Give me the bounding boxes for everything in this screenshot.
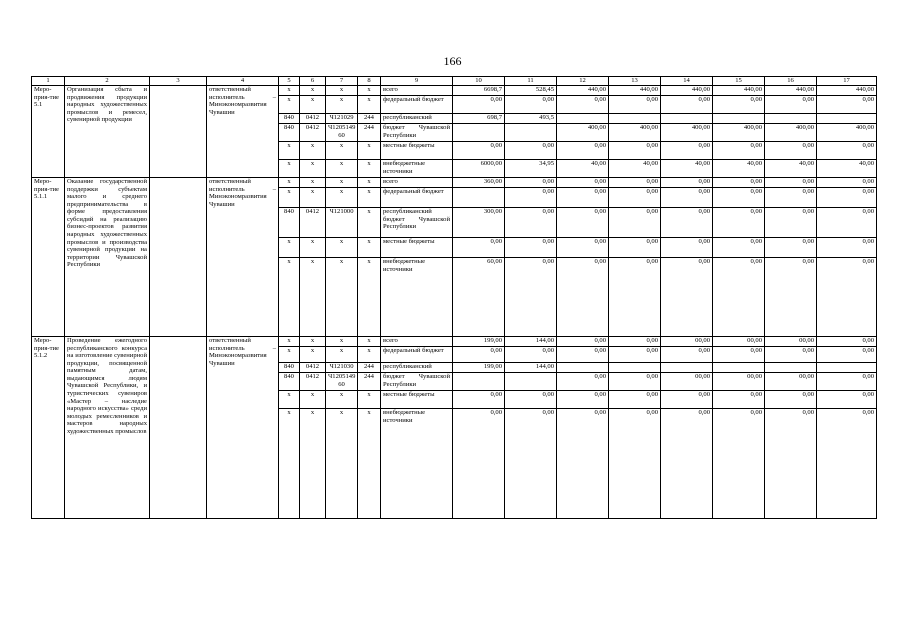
amount-cell: 0,00 [557, 409, 609, 519]
grbs-code: 840 [279, 114, 300, 124]
expense-code: x [358, 208, 381, 238]
amount-cell: 00,00 [661, 373, 713, 391]
section-code: 0412 [300, 208, 326, 238]
funding-source: внебюджетные источники [381, 409, 453, 519]
amount-cell: 440,00 [609, 86, 661, 96]
amount-cell: 0,00 [505, 409, 557, 519]
expense-code: x [358, 96, 381, 114]
grbs-code: x [279, 96, 300, 114]
table-row [32, 178, 877, 188]
funding-source: федеральный бюджет [381, 188, 453, 208]
amount-cell: 0,00 [453, 96, 505, 114]
amount-cell [765, 114, 817, 124]
amount-cell: 0,00 [505, 142, 557, 160]
funding-source: внебюджетные источники [381, 160, 453, 178]
grbs-code: x [279, 188, 300, 208]
funding-source: всего [381, 86, 453, 96]
target-code: Ч1205149 60 [326, 124, 358, 142]
target-code: x [326, 238, 358, 258]
amount-cell: 0,00 [661, 178, 713, 188]
grbs-code: x [279, 337, 300, 347]
amount-cell: 0,00 [661, 208, 713, 238]
amount-cell: 0,00 [661, 258, 713, 337]
executor: ответственный исполнитель – Минэкономразвития Чувашии [207, 337, 279, 519]
header-cell: 15 [713, 77, 765, 86]
amount-cell: 0,00 [817, 258, 877, 337]
amount-cell: 0,00 [557, 208, 609, 238]
header-cell: 3 [150, 77, 207, 86]
expense-code: x [358, 178, 381, 188]
amount-cell: 0,00 [505, 208, 557, 238]
amount-cell: 40,00 [713, 160, 765, 178]
amount-cell: 40,00 [661, 160, 713, 178]
amount-cell: 0,00 [817, 238, 877, 258]
amount-cell: 440,00 [661, 86, 713, 96]
amount-cell: 144,00 [505, 337, 557, 347]
amount-cell [713, 363, 765, 373]
header-cell: 1 [32, 77, 65, 86]
expense-code: x [358, 188, 381, 208]
grbs-code: x [279, 258, 300, 337]
amount-cell: 6000,00 [453, 160, 505, 178]
target-code: x [326, 258, 358, 337]
amount-cell: 40,00 [765, 160, 817, 178]
amount-cell: 0,00 [765, 142, 817, 160]
amount-cell: 60,00 [453, 258, 505, 337]
event-code: Меро-прия-тие 5.1 [32, 86, 65, 178]
amount-cell: 0,00 [557, 188, 609, 208]
executor: ответственный исполнитель – Минэкономразвития Чувашии [207, 86, 279, 178]
header-cell: 14 [661, 77, 713, 86]
grbs-code: 840 [279, 208, 300, 238]
header-cell: 17 [817, 77, 877, 86]
amount-cell: 440,00 [713, 86, 765, 96]
amount-cell: 40,00 [609, 160, 661, 178]
funding-source: республиканский бюджет Чувашской Республики [381, 208, 453, 238]
section-code: x [300, 347, 326, 363]
amount-cell [505, 124, 557, 142]
amount-cell: 360,00 [453, 178, 505, 188]
expense-code: x [358, 391, 381, 409]
expense-code: x [358, 142, 381, 160]
funding-source: республиканский [381, 363, 453, 373]
amount-cell: 199,00 [453, 363, 505, 373]
table-row [32, 86, 877, 96]
amount-cell: 0,00 [817, 142, 877, 160]
event-name: Оказание государственной поддержки субъектам малого и среднего предпринимательства в форме предоставления субсидий на реализацию бизнес-проектов развития народных художественных промыслов и производства сувенирной продукции на территории Чувашской Республики [65, 178, 150, 337]
amount-cell: 0,00 [609, 238, 661, 258]
amount-cell: 0,00 [713, 188, 765, 208]
target-code: Ч121030 [326, 363, 358, 373]
expense-code: x [358, 160, 381, 178]
amount-cell: 0,00 [817, 178, 877, 188]
amount-cell: 0,00 [505, 188, 557, 208]
amount-cell: 199,00 [453, 337, 505, 347]
amount-cell: 6698,7 [453, 86, 505, 96]
grbs-code: x [279, 160, 300, 178]
section-code: 0412 [300, 114, 326, 124]
amount-cell: 0,00 [505, 238, 557, 258]
amount-cell [765, 363, 817, 373]
amount-cell [505, 373, 557, 391]
amount-cell: 0,00 [713, 142, 765, 160]
amount-cell: 0,00 [713, 258, 765, 337]
expense-code: x [358, 238, 381, 258]
amount-cell: 0,00 [453, 142, 505, 160]
target-code: Ч121000 [326, 208, 358, 238]
grbs-code: x [279, 347, 300, 363]
amount-cell [609, 363, 661, 373]
amount-cell: 0,00 [557, 178, 609, 188]
amount-cell: 400,00 [609, 124, 661, 142]
amount-cell [453, 188, 505, 208]
funding-source: местные бюджеты [381, 142, 453, 160]
amount-cell [817, 114, 877, 124]
amount-cell: 0,00 [661, 238, 713, 258]
section-code: 0412 [300, 373, 326, 391]
amount-cell [557, 114, 609, 124]
target-code: x [326, 337, 358, 347]
amount-cell: 00,00 [765, 337, 817, 347]
section-code: x [300, 188, 326, 208]
amount-cell: 40,00 [557, 160, 609, 178]
amount-cell: 400,00 [817, 124, 877, 142]
amount-cell: 400,00 [765, 124, 817, 142]
amount-cell: 0,00 [609, 391, 661, 409]
event-code: Меро-прия-тие 5.1.1 [32, 178, 65, 337]
amount-cell: 0,00 [661, 409, 713, 519]
section-code: 0412 [300, 124, 326, 142]
amount-cell: 0,00 [661, 347, 713, 363]
amount-cell: 34,95 [505, 160, 557, 178]
grbs-code: x [279, 409, 300, 519]
funding-source: внебюджетные источники [381, 258, 453, 337]
amount-cell: 0,00 [505, 347, 557, 363]
amount-cell: 0,00 [765, 178, 817, 188]
amount-cell: 0,00 [453, 409, 505, 519]
amount-cell: 0,00 [713, 409, 765, 519]
amount-cell: 0,00 [817, 208, 877, 238]
funding-source: бюджет Чувашской Республики [381, 124, 453, 142]
amount-cell: 400,00 [661, 124, 713, 142]
amount-cell: 0,00 [453, 238, 505, 258]
expense-code: x [358, 347, 381, 363]
amount-cell: 0,00 [765, 347, 817, 363]
header-cell: 6 [300, 77, 326, 86]
funding-source: местные бюджеты [381, 391, 453, 409]
amount-cell: 0,00 [609, 142, 661, 160]
amount-cell: 698,7 [453, 114, 505, 124]
amount-cell: 0,00 [557, 238, 609, 258]
target-code: x [326, 188, 358, 208]
amount-cell: 440,00 [557, 86, 609, 96]
amount-cell: 0,00 [713, 391, 765, 409]
amount-cell: 493,5 [505, 114, 557, 124]
amount-cell: 0,00 [817, 391, 877, 409]
amount-cell: 00,00 [661, 337, 713, 347]
amount-cell: 400,00 [557, 124, 609, 142]
amount-cell: 0,00 [557, 258, 609, 337]
amount-cell: 0,00 [713, 238, 765, 258]
amount-cell: 0,00 [661, 96, 713, 114]
header-cell: 16 [765, 77, 817, 86]
grbs-code: x [279, 238, 300, 258]
section-code: 0412 [300, 363, 326, 373]
header-row [32, 77, 877, 86]
amount-cell [453, 373, 505, 391]
grbs-code: x [279, 142, 300, 160]
amount-cell: 0,00 [765, 188, 817, 208]
funding-source: бюджет Чувашской Республики [381, 373, 453, 391]
header-cell: 7 [326, 77, 358, 86]
amount-cell: 00,00 [713, 373, 765, 391]
amount-cell: 0,00 [505, 178, 557, 188]
amount-cell: 0,00 [609, 178, 661, 188]
funding-source: федеральный бюджет [381, 96, 453, 114]
amount-cell: 0,00 [661, 142, 713, 160]
amount-cell: 40,00 [817, 160, 877, 178]
amount-cell: 0,00 [713, 347, 765, 363]
amount-cell: 0,00 [713, 178, 765, 188]
target-code: Ч1205149 60 [326, 373, 358, 391]
header-cell: 9 [381, 77, 453, 86]
expense-code: 244 [358, 373, 381, 391]
target-code: x [326, 391, 358, 409]
amount-cell: 144,00 [505, 363, 557, 373]
amount-cell: 0,00 [765, 208, 817, 238]
amount-cell: 0,00 [765, 409, 817, 519]
section-code: x [300, 96, 326, 114]
header-cell: 4 [207, 77, 279, 86]
amount-cell: 0,00 [609, 208, 661, 238]
amount-cell: 00,00 [713, 337, 765, 347]
amount-cell [661, 363, 713, 373]
section-code: x [300, 238, 326, 258]
amount-cell: 0,00 [609, 96, 661, 114]
empty-cell [150, 178, 207, 337]
amount-cell: 0,00 [453, 347, 505, 363]
amount-cell: 0,00 [453, 391, 505, 409]
expense-code: 244 [358, 124, 381, 142]
amount-cell: 0,00 [505, 391, 557, 409]
amount-cell [557, 363, 609, 373]
amount-cell: 0,00 [609, 258, 661, 337]
funding-source: федеральный бюджет [381, 347, 453, 363]
section-code: x [300, 86, 326, 96]
amount-cell: 440,00 [817, 86, 877, 96]
target-code: x [326, 96, 358, 114]
header-cell: 5 [279, 77, 300, 86]
target-code: x [326, 409, 358, 519]
amount-cell: 400,00 [713, 124, 765, 142]
amount-cell: 0,00 [765, 96, 817, 114]
header-cell: 10 [453, 77, 505, 86]
expense-code: x [358, 258, 381, 337]
amount-cell: 0,00 [817, 96, 877, 114]
target-code: Ч121029 [326, 114, 358, 124]
expense-code: x [358, 409, 381, 519]
amount-cell: 0,00 [505, 96, 557, 114]
empty-cell [150, 86, 207, 178]
section-code: x [300, 258, 326, 337]
amount-cell: 0,00 [557, 142, 609, 160]
section-code: x [300, 160, 326, 178]
amount-cell: 0,00 [713, 208, 765, 238]
amount-cell: 0,00 [817, 347, 877, 363]
event-name: Организация сбыта и продвижения продукции народных художественных промыслов и ремесел, сувенирной продукции [65, 86, 150, 178]
amount-cell: 0,00 [817, 409, 877, 519]
header-cell: 11 [505, 77, 557, 86]
amount-cell [609, 114, 661, 124]
amount-cell: 0,00 [557, 373, 609, 391]
grbs-code: x [279, 391, 300, 409]
amount-cell: 0,00 [661, 391, 713, 409]
amount-cell: 0,00 [557, 391, 609, 409]
amount-cell: 0,00 [661, 188, 713, 208]
amount-cell: 0,00 [505, 258, 557, 337]
table-row [32, 337, 877, 347]
funding-source: всего [381, 337, 453, 347]
amount-cell: 0,00 [765, 238, 817, 258]
amount-cell: 0,00 [817, 337, 877, 347]
amount-cell: 0,00 [817, 188, 877, 208]
section-code: x [300, 178, 326, 188]
header-cell: 12 [557, 77, 609, 86]
amount-cell: 0,00 [609, 337, 661, 347]
section-code: x [300, 409, 326, 519]
target-code: x [326, 142, 358, 160]
expense-code: 244 [358, 363, 381, 373]
amount-cell [817, 363, 877, 373]
executor: ответственный исполнитель – Минэкономразвития Чувашии [207, 178, 279, 337]
amount-cell: 0,00 [765, 258, 817, 337]
event-name: Проведение ежегодного республиканского конкурса на изготовление сувенирной продукции, посвященной памятным датам, выдающимся людям Чувашской Республики, и туристических сувениров «Мастер – наследие народного искусства» среди молодых ремесленников и мастеров народных художественных промыслов [65, 337, 150, 519]
section-code: x [300, 391, 326, 409]
target-code: x [326, 178, 358, 188]
amount-cell: 0,00 [557, 96, 609, 114]
amount-cell: 0,00 [557, 347, 609, 363]
grbs-code: x [279, 178, 300, 188]
header-cell: 13 [609, 77, 661, 86]
grbs-code: x [279, 86, 300, 96]
amount-cell [713, 114, 765, 124]
grbs-code: 840 [279, 363, 300, 373]
funding-source: местные бюджеты [381, 238, 453, 258]
amount-cell: 0,00 [817, 373, 877, 391]
amount-cell [661, 114, 713, 124]
amount-cell: 0,00 [609, 188, 661, 208]
budget-table [31, 76, 877, 519]
target-code: x [326, 160, 358, 178]
amount-cell [453, 124, 505, 142]
amount-cell: 300,00 [453, 208, 505, 238]
target-code: x [326, 86, 358, 96]
event-code: Меро-прия-тие 5.1.2 [32, 337, 65, 519]
amount-cell: 0,00 [765, 391, 817, 409]
target-code: x [326, 347, 358, 363]
funding-source: всего [381, 178, 453, 188]
grbs-code: 840 [279, 124, 300, 142]
amount-cell: 0,00 [713, 96, 765, 114]
expense-code: x [358, 86, 381, 96]
section-code: x [300, 142, 326, 160]
amount-cell: 0,00 [609, 409, 661, 519]
amount-cell: 0,00 [557, 337, 609, 347]
amount-cell: 00,00 [765, 373, 817, 391]
amount-cell: 440,00 [765, 86, 817, 96]
amount-cell: 0,00 [609, 347, 661, 363]
grbs-code: 840 [279, 373, 300, 391]
amount-cell: 0,00 [609, 373, 661, 391]
funding-source: республиканский [381, 114, 453, 124]
empty-cell [150, 337, 207, 519]
expense-code: 244 [358, 114, 381, 124]
expense-code: x [358, 337, 381, 347]
amount-cell: 528,45 [505, 86, 557, 96]
section-code: x [300, 337, 326, 347]
header-cell: 2 [65, 77, 150, 86]
header-cell: 8 [358, 77, 381, 86]
page-number: 166 [443, 54, 462, 68]
